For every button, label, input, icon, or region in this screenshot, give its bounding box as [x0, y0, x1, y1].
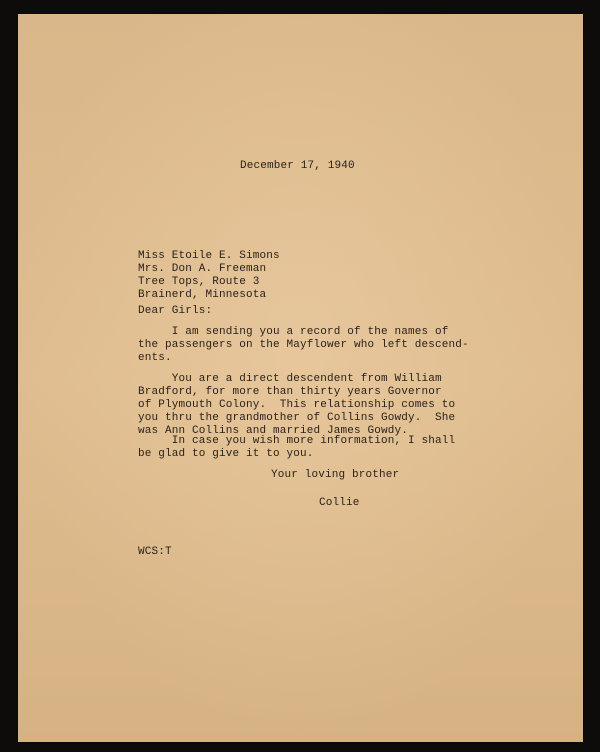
- body-line: I am sending you a record of the names of: [138, 326, 449, 338]
- body-line: you thru the grandmother of Collins Gowdy. She: [138, 412, 456, 424]
- address-line: Tree Tops, Route 3: [138, 276, 260, 288]
- typist-initials: WCS:T: [138, 546, 172, 558]
- body-line: of Plymouth Colony. This relationship comes to: [138, 399, 456, 411]
- body-line: In case you wish more information, I shall: [138, 435, 456, 447]
- body-line: You are a direct descendent from William: [138, 373, 442, 385]
- address-line: Mrs. Don A. Freeman: [138, 263, 267, 275]
- address-line: Brainerd, Minnesota: [138, 289, 267, 301]
- body-line: ents.: [138, 352, 172, 364]
- letter-date: December 17, 1940: [240, 160, 355, 172]
- body-line: the passengers on the Mayflower who left descend-: [138, 339, 469, 351]
- body-line: Bradford, for more than thirty years Governor: [138, 386, 442, 398]
- body-line: was Ann Collins and married James Gowdy.: [138, 425, 409, 437]
- salutation: Dear Girls:: [138, 305, 213, 317]
- body-line: be glad to give it to you.: [138, 448, 314, 460]
- closing: Your loving brother: [271, 469, 400, 481]
- letter-page: [18, 14, 583, 742]
- signature: Collie: [319, 497, 360, 509]
- address-line: Miss Etoile E. Simons: [138, 250, 280, 262]
